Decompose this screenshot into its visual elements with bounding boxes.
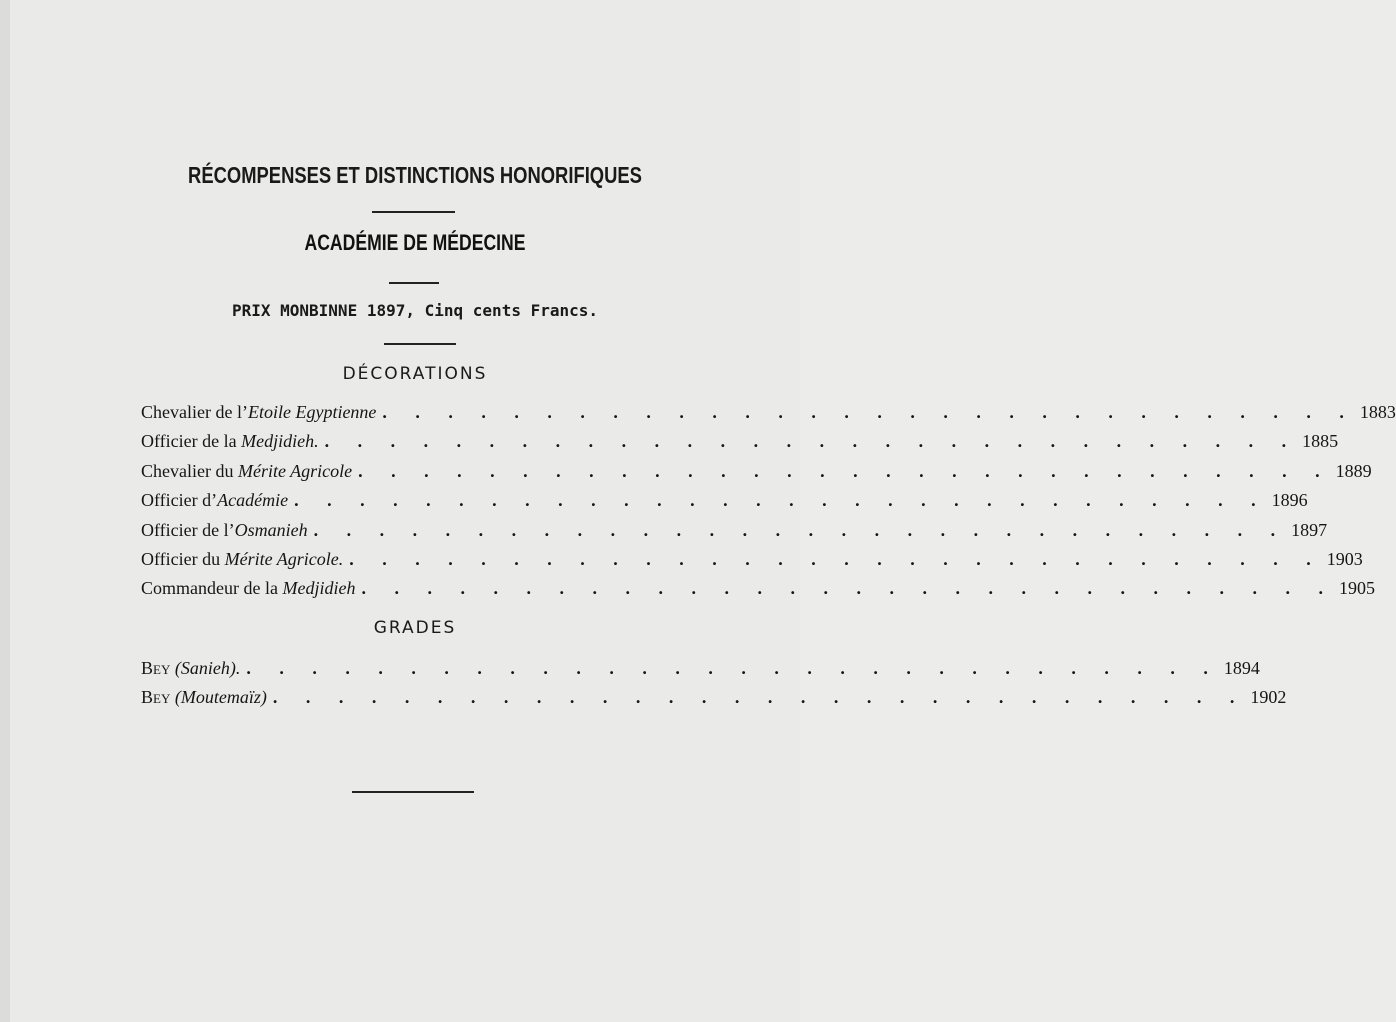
list-item — [141, 654, 1260, 683]
entry-prefix: Bey — [141, 658, 171, 678]
entry-prefix: Officier du — [141, 548, 225, 569]
leader-dots: . . . . . . . . . . . . . . . . . . . . . . . . . . . . . . — [358, 460, 1332, 481]
entry-prefix: Bey — [141, 687, 171, 708]
entry-year: 1883 — [1359, 402, 1396, 422]
entry-prefix: Officier de l’ — [141, 519, 235, 540]
closing-rule — [352, 791, 474, 793]
entry-name: Etoile Egyptienne — [247, 402, 377, 422]
list-item — [141, 516, 1328, 545]
entry-year: 1885 — [1302, 431, 1339, 452]
title-rule — [372, 211, 455, 213]
entry-name: Mérite Agricole. — [224, 548, 344, 569]
list-item — [141, 574, 1375, 603]
entry-year: 1902 — [1250, 687, 1287, 708]
list-item — [141, 545, 1363, 574]
grades-list — [141, 654, 1287, 713]
entry-name: (Moutemaïz) — [174, 687, 267, 708]
page-edge-shadow — [0, 0, 10, 1022]
entry-prefix: Chevalier de l’ — [141, 402, 248, 422]
leader-dots: . . . . . . . . . . . . . . . . . . . . . . . . . . . . . . — [324, 431, 1299, 452]
prize-line: PRIX MONBINNE 1897, Cinq cents Francs. — [231, 301, 599, 320]
academy-heading: ACADÉMIE DE MÉDECINE — [304, 230, 526, 255]
entry-name: Académie — [217, 490, 289, 511]
academy-rule — [389, 282, 439, 284]
leader-dots: . . . . . . . . . . . . . . . . . . . . . . . . . . . . . . — [272, 687, 1247, 708]
entry-year: 1896 — [1271, 490, 1308, 511]
list-item — [141, 683, 1287, 712]
entry-name: Medjidieh — [282, 578, 356, 599]
leader-dots: . . . . . . . . . . . . . . . . . . . . . . . . . . . . . . — [349, 548, 1323, 569]
entry-year: 1889 — [1335, 460, 1372, 481]
entry-name: Osmanieh — [234, 519, 308, 540]
entry-prefix: Commandeur de la — [141, 578, 283, 599]
leader-dots: . . . . . . . . . . . . . . . . . . . . . . . . . . . . . . — [246, 658, 1220, 678]
entry-name: (Sanieh). — [174, 658, 241, 678]
decorations-heading: DÉCORATIONS — [342, 364, 488, 384]
leader-dots: . . . . . . . . . . . . . . . . . . . . . . . . . . . . . . — [361, 578, 1335, 599]
entry-year: 1905 — [1338, 578, 1375, 599]
entry-name: Medjidieh. — [241, 431, 319, 452]
list-item — [141, 486, 1308, 515]
leader-dots: . . . . . . . . . . . . . . . . . . . . . . . . . . . . . . — [382, 402, 1356, 422]
entry-year: 1903 — [1326, 548, 1363, 569]
entry-name: Mérite Agricole — [237, 460, 353, 481]
page-title: RÉCOMPENSES ET DISTINCTIONS HONORIFIQUES — [188, 162, 642, 188]
prize-rule — [384, 343, 456, 345]
leader-dots: . . . . . . . . . . . . . . . . . . . . . . . . . . . . . . — [294, 490, 1268, 511]
list-item — [141, 427, 1339, 456]
entry-prefix: Chevalier du — [141, 460, 238, 481]
list-item — [141, 398, 1396, 427]
entry-prefix: Officier d’ — [141, 490, 218, 511]
entry-prefix: Officier de la — [141, 431, 242, 452]
decorations-list — [141, 398, 1396, 604]
entry-year: 1897 — [1291, 519, 1328, 540]
list-item — [141, 457, 1372, 486]
leader-dots: . . . . . . . . . . . . . . . . . . . . . . . . . . . . . . — [313, 519, 1288, 540]
entry-year: 1894 — [1223, 658, 1260, 678]
grades-heading: GRADES — [373, 618, 457, 638]
